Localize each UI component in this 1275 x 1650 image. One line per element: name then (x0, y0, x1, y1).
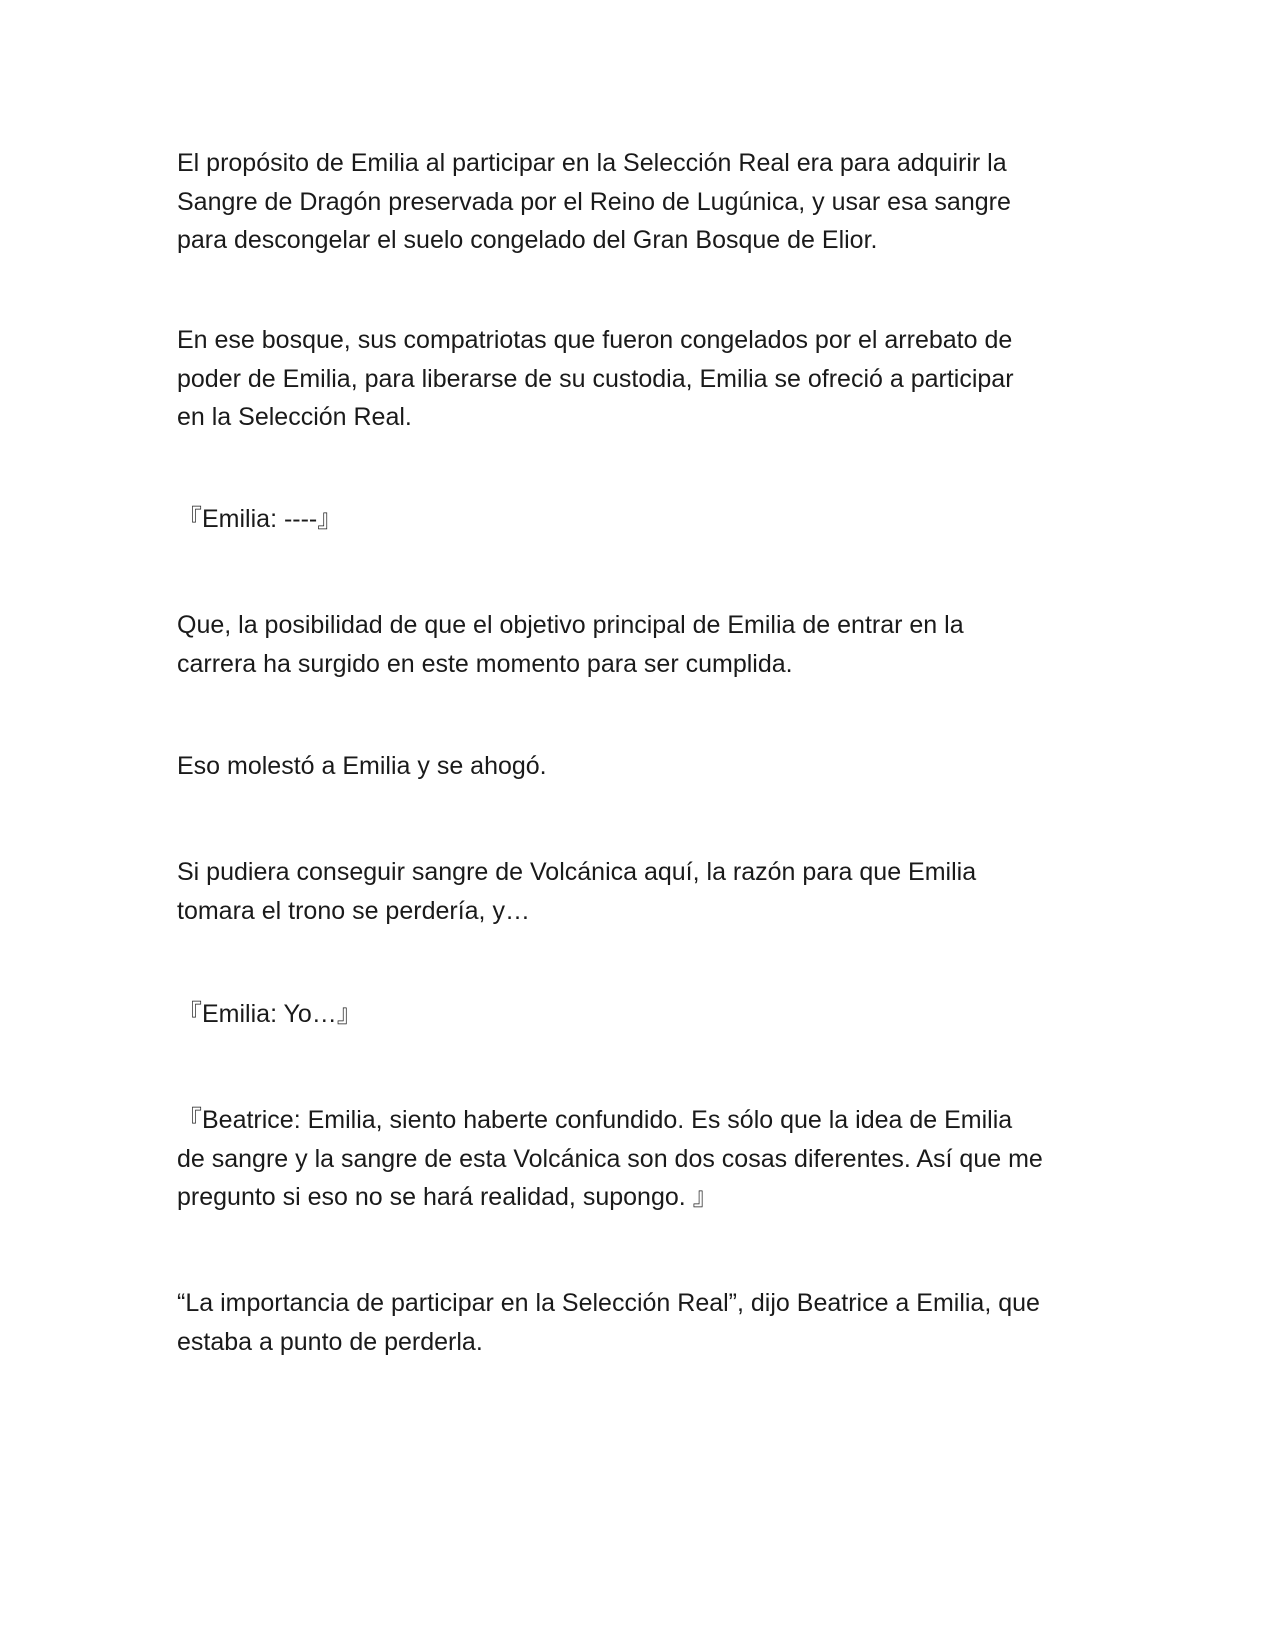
text-line: tomara el trono se perdería, y… (177, 896, 530, 925)
text-line: 『Emilia: ----』 (177, 505, 343, 533)
dialogue-beatrice (177, 1101, 1117, 1217)
text-line: Que, la posibilidad de que el objetivo principal de Emilia de entrar en la (177, 611, 964, 639)
text-line: pregunto si eso no se hará realidad, supongo. 』 (177, 1183, 718, 1211)
dialogue-emilia-2 (177, 995, 1117, 1034)
paragraph-importance (177, 1284, 1117, 1361)
text-line: El propósito de Emilia al participar en la Selección Real era para adquirir la (177, 149, 1007, 177)
text-line: Si pudiera conseguir sangre de Volcánica aquí, la razón para que Emilia (177, 858, 977, 886)
paragraph-volcanica (177, 853, 1117, 930)
text-line: 『Beatrice: Emilia, siento haberte confundido. Es sólo que la idea de Emilia (177, 1106, 1013, 1134)
text-line: “La importancia de participar en la Selección Real”, dijo Beatrice a Emilia, que (177, 1289, 1040, 1317)
text-line: 『Emilia: Yo…』 (177, 1000, 362, 1028)
text-line: en la Selección Real. (177, 403, 412, 431)
text-line: poder de Emilia, para liberarse de su custodia, Emilia se ofreció a participar (177, 364, 1014, 393)
text-line: estaba a punto de perderla. (177, 1327, 483, 1356)
dialogue-emilia-1 (177, 500, 1117, 539)
text-line: Eso molestó a Emilia y se ahogó. (177, 752, 547, 780)
text-line: En ese bosque, sus compatriotas que fueron congelados por el arrebato de (177, 326, 1013, 354)
paragraph-purpose (177, 144, 1117, 260)
text-line: carrera ha surgido en este momento para ser cumplida. (177, 649, 793, 678)
paragraph-possibility (177, 606, 1117, 683)
paragraph-bothered (177, 747, 1117, 786)
text-line: de sangre y la sangre de esta Volcánica son dos cosas diferentes. Así que me (177, 1144, 1043, 1173)
paragraph-forest (177, 321, 1117, 437)
text-line: Sangre de Dragón preservada por el Reino de Lugúnica, y usar esa sangre (177, 187, 1011, 216)
text-line: para descongelar el suelo congelado del Gran Bosque de Elior. (177, 226, 878, 254)
